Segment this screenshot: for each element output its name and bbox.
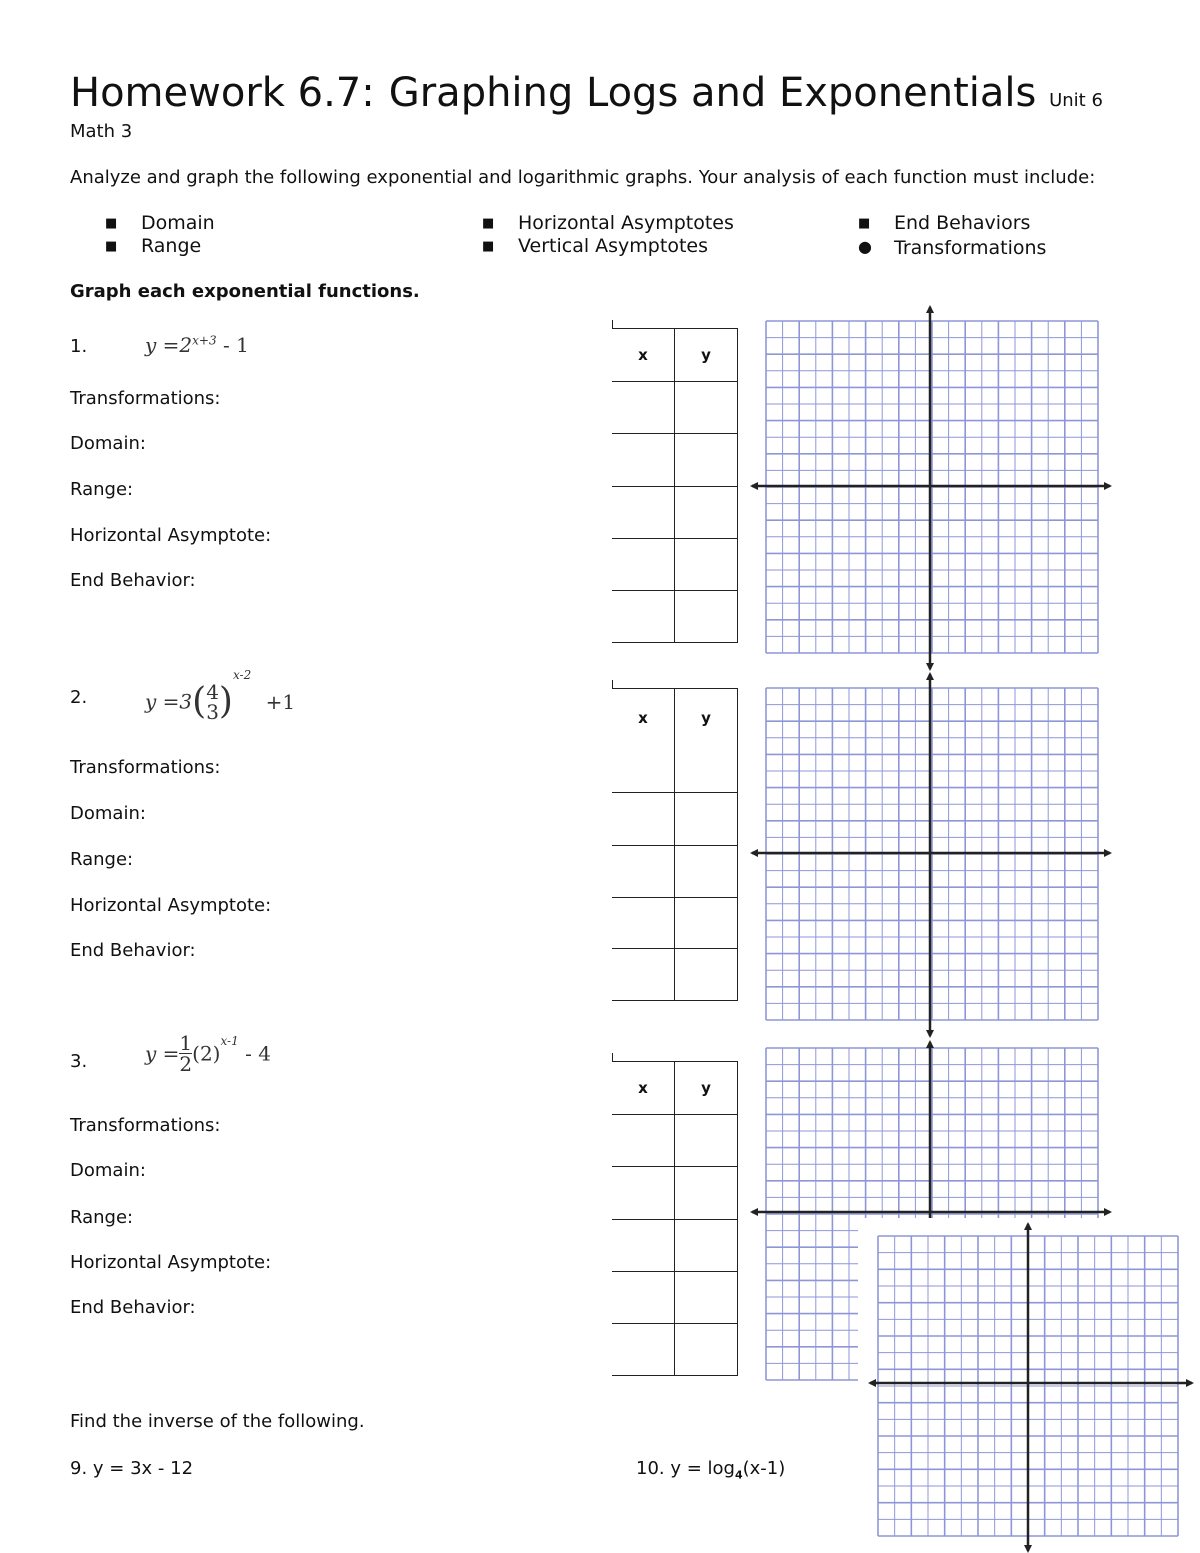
label-end-behavior: End Behavior: bbox=[70, 570, 196, 591]
table-cell[interactable] bbox=[675, 1272, 738, 1324]
table-tick bbox=[612, 680, 613, 688]
x-axis-arrow-right bbox=[1104, 482, 1112, 490]
coordinate-grid-2[interactable] bbox=[748, 672, 1114, 1038]
bullet-item: ■ Domain bbox=[105, 212, 215, 234]
bullet-item: ● Transformations bbox=[858, 237, 1047, 259]
table-cell[interactable] bbox=[675, 382, 738, 434]
table-cell[interactable] bbox=[612, 1324, 675, 1376]
table-cell[interactable] bbox=[612, 382, 675, 434]
xy-table-1 bbox=[612, 328, 738, 643]
y-axis-arrow-up bbox=[926, 1040, 934, 1048]
question-9: 9. y = 3x - 12 bbox=[70, 1458, 194, 1479]
label-range: Range: bbox=[70, 849, 134, 870]
x-axis-arrow-left bbox=[750, 482, 758, 490]
section-heading: Graph each exponential functions. bbox=[70, 281, 420, 302]
label-range: Range: bbox=[70, 1207, 134, 1228]
table-cell[interactable] bbox=[612, 434, 675, 487]
table-cell[interactable] bbox=[675, 949, 738, 1001]
page-title bbox=[70, 70, 1103, 116]
question-10: 10. $y = \log_4(x-1)$ bbox=[636, 1458, 786, 1482]
table-header-y: y bbox=[675, 1062, 738, 1115]
x-axis-arrow-right bbox=[1186, 1379, 1194, 1387]
bullet-item: ■ Vertical Asymptotes bbox=[482, 235, 708, 257]
table-header-y: y bbox=[675, 689, 738, 793]
bullet-item: ■ End Behaviors bbox=[858, 212, 1031, 234]
table-header-y: y bbox=[675, 329, 738, 382]
table-cell[interactable] bbox=[675, 1220, 738, 1272]
x-axis-arrow-right bbox=[1104, 849, 1112, 857]
y-axis-arrow-up bbox=[1024, 1222, 1032, 1230]
xy-table-3 bbox=[612, 1061, 738, 1376]
y-axis-arrow-down bbox=[1024, 1545, 1032, 1553]
equation-2: y =3( 4 3 )$^{x-2}$ +1 bbox=[145, 668, 296, 724]
table-cell[interactable] bbox=[675, 793, 738, 846]
problem-number: 1. bbox=[70, 336, 88, 357]
label-horizontal-asymptote: Horizontal Asymptote: bbox=[70, 525, 272, 546]
table-cell[interactable] bbox=[675, 487, 738, 539]
table-cell[interactable] bbox=[675, 591, 738, 643]
label-end-behavior: End Behavior: bbox=[70, 1297, 196, 1318]
table-tick bbox=[612, 1053, 613, 1061]
table-cell[interactable] bbox=[612, 949, 675, 1001]
label-transformations: Transformations: bbox=[70, 1115, 221, 1136]
label-transformations: Transformations: bbox=[70, 388, 221, 409]
problem-number: 2. bbox=[70, 687, 88, 708]
equation-3: y = $\frac{1}{2}$ $(2)^{x-1} - 4$ bbox=[145, 1031, 271, 1076]
coordinate-grid-4[interactable] bbox=[866, 1222, 1196, 1553]
coordinate-grid-1[interactable] bbox=[748, 305, 1114, 671]
label-domain: Domain: bbox=[70, 1160, 146, 1181]
label-range: Range: bbox=[70, 479, 134, 500]
x-axis-arrow-right bbox=[1104, 1208, 1112, 1216]
x-axis-arrow-left bbox=[750, 1208, 758, 1216]
table-cell[interactable] bbox=[612, 1220, 675, 1272]
table-cell[interactable] bbox=[612, 898, 675, 949]
table-cell[interactable] bbox=[612, 793, 675, 846]
label-horizontal-asymptote: Horizontal Asymptote: bbox=[70, 895, 272, 916]
table-cell[interactable] bbox=[612, 1272, 675, 1324]
requirements-list bbox=[105, 212, 1105, 262]
table-cell[interactable] bbox=[675, 539, 738, 591]
table-cell[interactable] bbox=[675, 1324, 738, 1376]
unit-label: Unit 6 bbox=[1049, 90, 1103, 111]
table-cell[interactable] bbox=[675, 1115, 738, 1167]
bullet-item: ■ Range bbox=[105, 235, 202, 257]
table-cell[interactable] bbox=[675, 434, 738, 487]
table-header-x: x bbox=[612, 1062, 675, 1115]
y-axis-arrow-up bbox=[926, 672, 934, 680]
table-cell[interactable] bbox=[612, 487, 675, 539]
table-header-x: x bbox=[612, 689, 675, 793]
table-cell[interactable] bbox=[675, 846, 738, 898]
label-end-behavior: End Behavior: bbox=[70, 940, 196, 961]
problem-number: 3. bbox=[70, 1051, 88, 1072]
y-axis-arrow-up bbox=[926, 305, 934, 313]
equation-1: $y =2^{x+3} - 1$ bbox=[145, 333, 249, 357]
table-cell[interactable] bbox=[612, 1115, 675, 1167]
x-axis-arrow-left bbox=[868, 1379, 876, 1387]
table-tick bbox=[612, 320, 613, 328]
table-cell[interactable] bbox=[675, 1167, 738, 1220]
table-cell[interactable] bbox=[612, 591, 675, 643]
y-axis-arrow-down bbox=[926, 1030, 934, 1038]
table-cell[interactable] bbox=[612, 846, 675, 898]
instructions: Analyze and graph the following exponential and logarithmic graphs. Your analysis of each function must include: bbox=[70, 167, 1096, 188]
y-axis-arrow-down bbox=[926, 663, 934, 671]
title-topic: Graphing Logs and Exponentials bbox=[388, 70, 1037, 116]
table-cell[interactable] bbox=[612, 539, 675, 591]
course-label: Math 3 bbox=[70, 121, 133, 142]
table-header-x: x bbox=[612, 329, 675, 382]
bullet-item: ■ Horizontal Asymptotes bbox=[482, 212, 734, 234]
title-homework: Homework 6.7: bbox=[70, 70, 375, 116]
inverse-prompt: Find the inverse of the following. bbox=[70, 1411, 365, 1432]
table-cell[interactable] bbox=[675, 898, 738, 949]
xy-table-2 bbox=[612, 688, 738, 1001]
x-axis-arrow-left bbox=[750, 849, 758, 857]
label-horizontal-asymptote: Horizontal Asymptote: bbox=[70, 1252, 272, 1273]
label-domain: Domain: bbox=[70, 803, 146, 824]
table-cell[interactable] bbox=[612, 1167, 675, 1220]
label-domain: Domain: bbox=[70, 433, 146, 454]
label-transformations: Transformations: bbox=[70, 757, 221, 778]
